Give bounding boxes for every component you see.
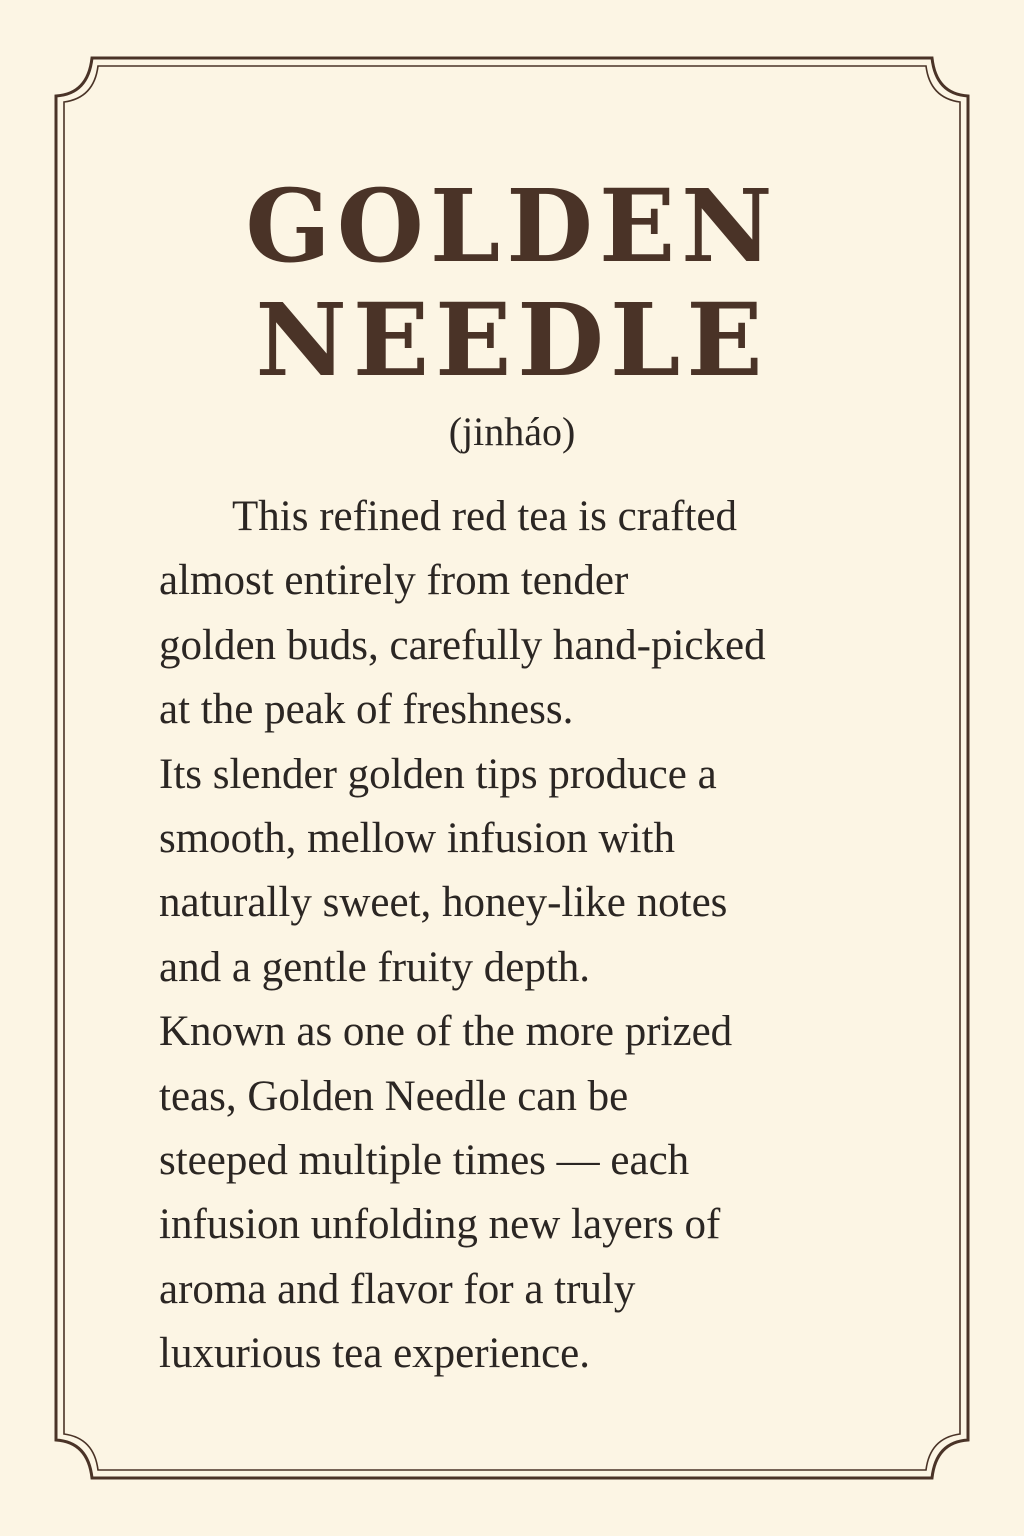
description-line: steeped multiple times — each <box>159 1137 690 1185</box>
description-line: aroma and flavor for a truly <box>159 1265 636 1313</box>
description-line: teas, Golden Needle can be <box>159 1072 629 1120</box>
description-line: naturally sweet, honey-like notes <box>159 879 728 927</box>
pinyin-subtitle: (jinháo) <box>448 409 576 454</box>
description-line: at the peak of freshness. <box>159 686 574 734</box>
description-line: infusion unfolding new layers of <box>159 1201 721 1249</box>
title-line-golden: GOLDEN <box>245 167 779 285</box>
description-line: golden buds, carefully hand-picked <box>159 621 766 669</box>
description-line: luxurious tea experience. <box>159 1330 591 1378</box>
description-line: smooth, mellow infusion with <box>159 815 675 863</box>
description-line: This refined red tea is crafted <box>232 493 737 540</box>
description-line: Known as one of the more prized <box>159 1008 733 1056</box>
title-line-needle: NEEDLE <box>255 281 769 399</box>
description-paragraph <box>159 485 949 1387</box>
description-line: Its slender golden tips produce a <box>159 750 717 798</box>
description-line: and a gentle fruity depth. <box>159 943 591 991</box>
description-line: almost entirely from tender <box>159 557 629 605</box>
